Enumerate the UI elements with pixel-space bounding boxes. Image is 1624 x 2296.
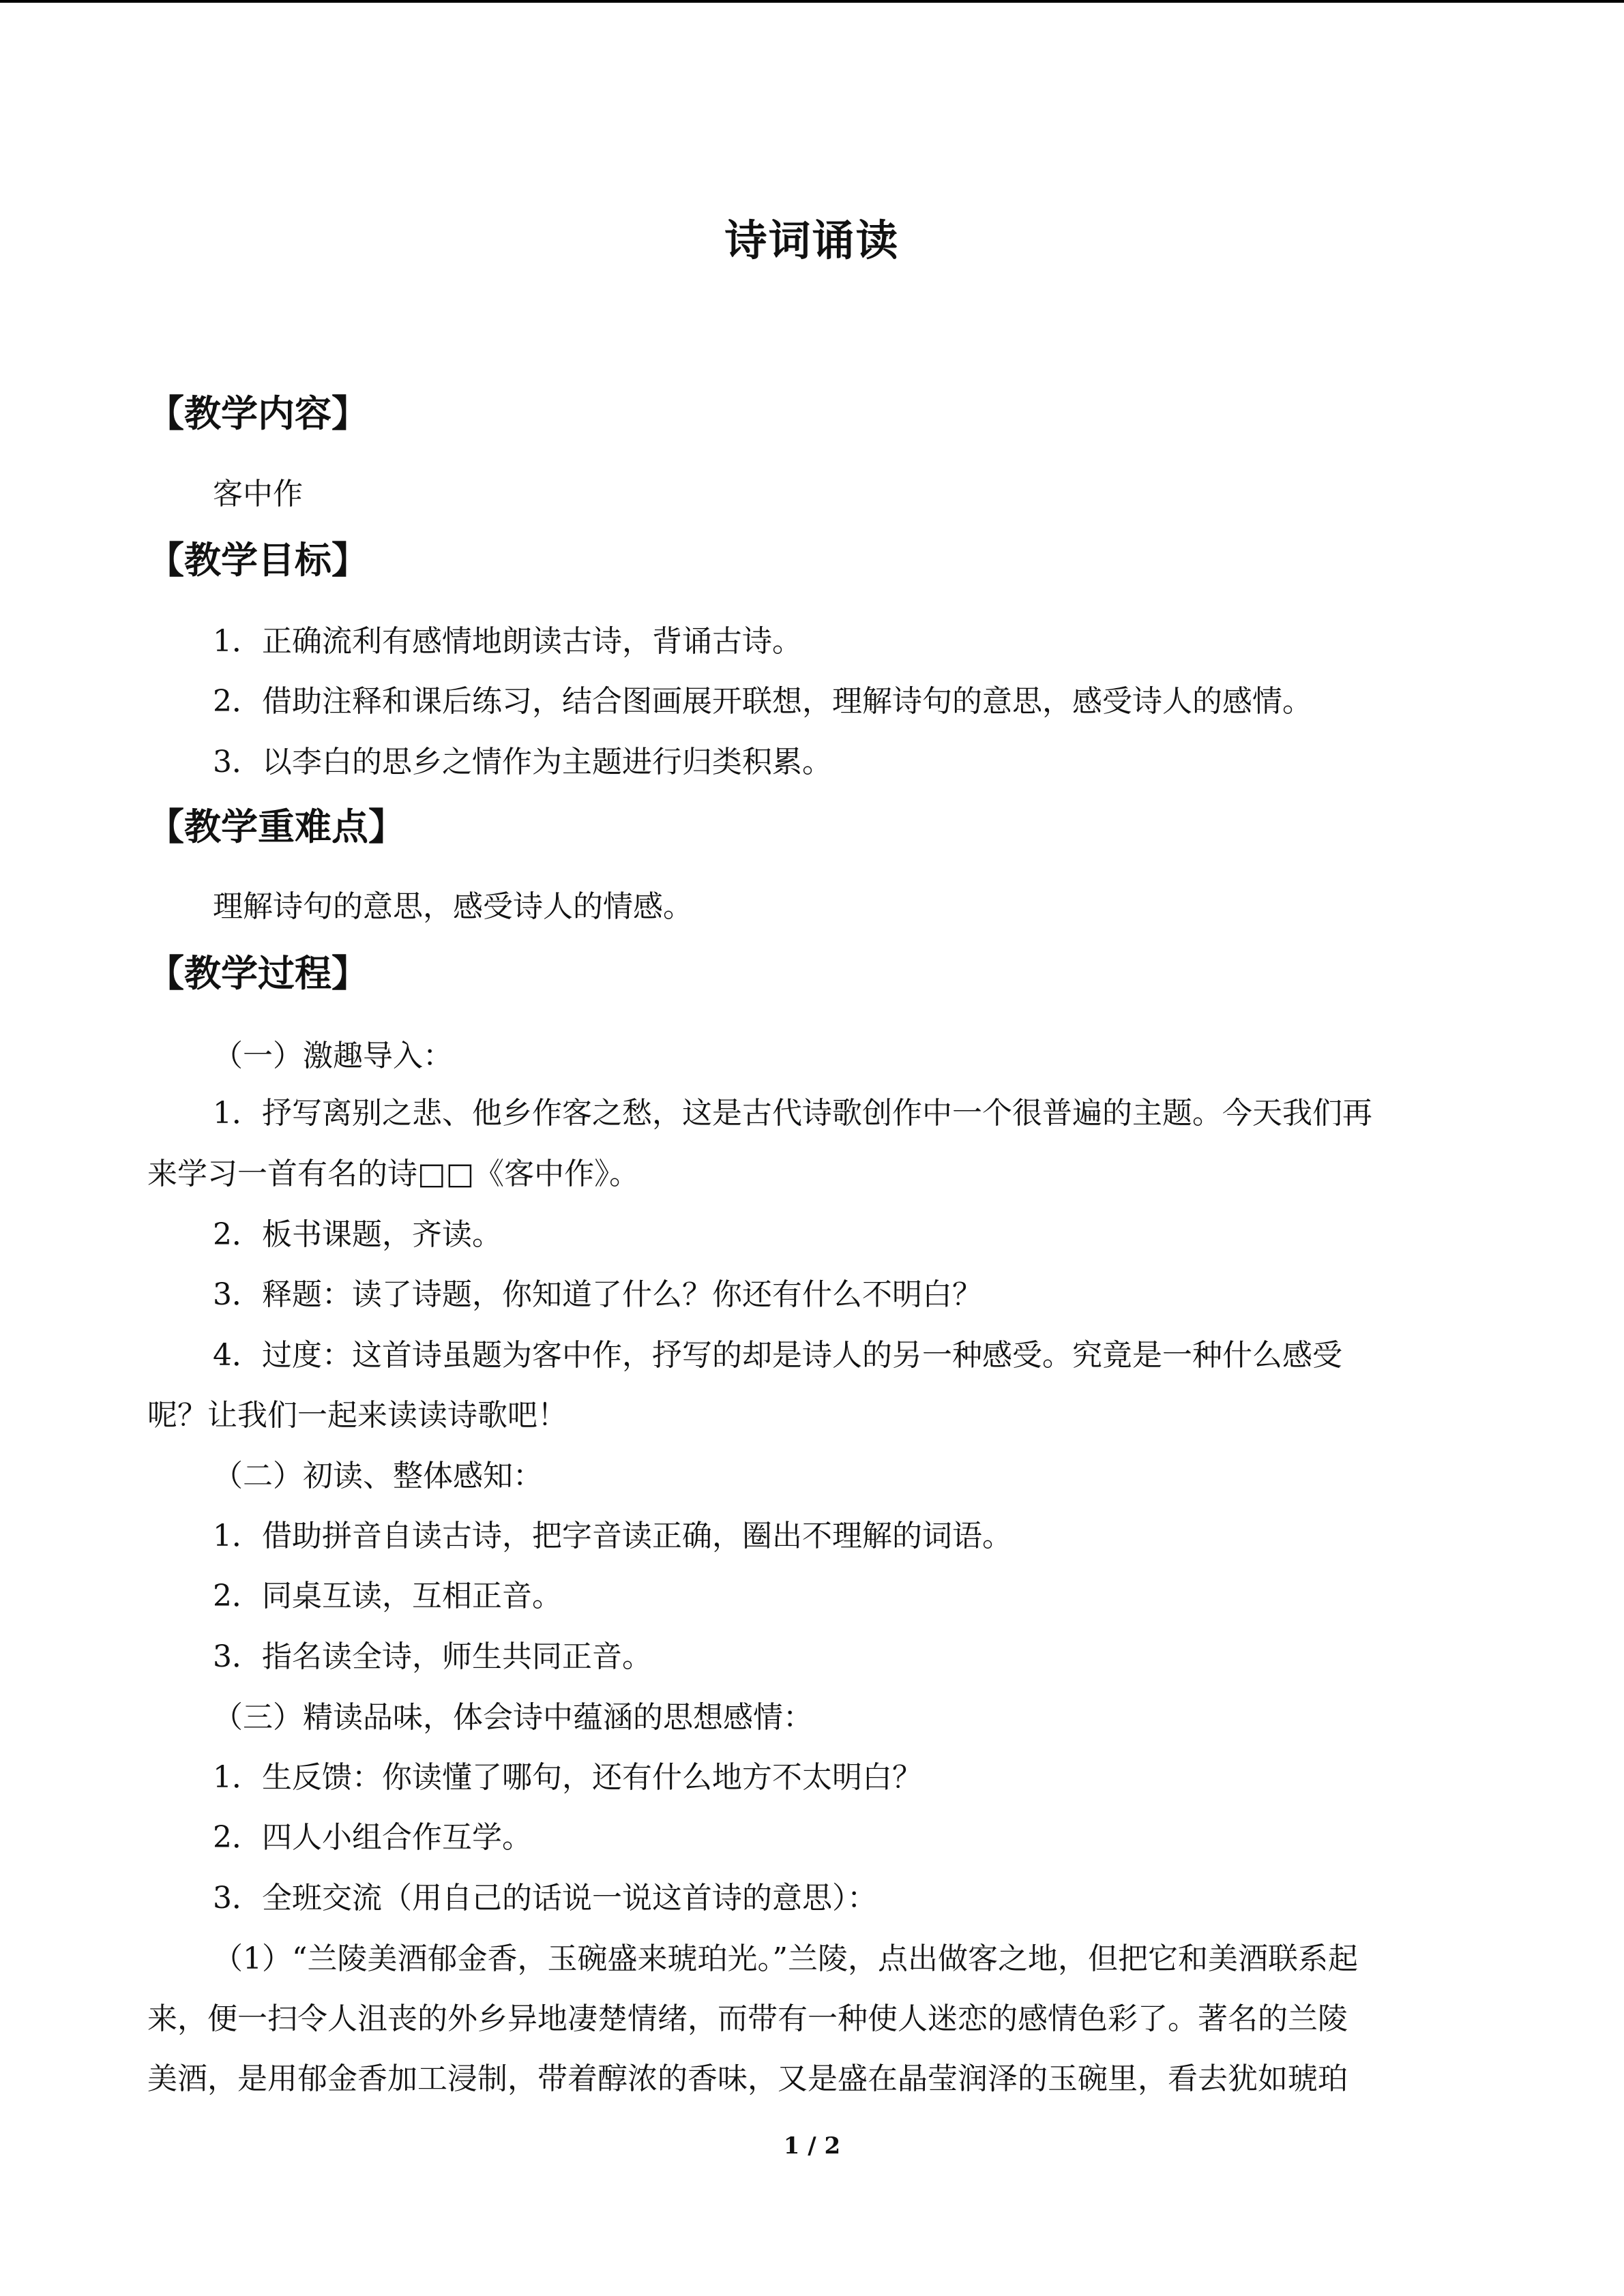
section-heading-teaching-content: 【教学内容】 [147, 391, 368, 435]
process-paragraph-line: 美酒，是用郁金香加工浸制，带着醇浓的香味，又是盛在晶莹润泽的玉碗里，看去犹如琥珀 [147, 2061, 1348, 2096]
goal-item: 2．借助注释和课后练习，结合图画展开联想，理解诗句的意思，感受诗人的感情。 [213, 684, 1312, 719]
process-paragraph-line: 2．同桌互读，互相正音。 [213, 1579, 562, 1613]
page-number: 1 / 2 [783, 2132, 841, 2160]
process-paragraph-line: 3．指名读全诗，师生共同正音。 [213, 1639, 652, 1674]
goal-item: 3．以李白的思乡之情作为主题进行归类积累。 [213, 745, 832, 779]
goal-item: 1．正确流利有感情地朗读古诗，背诵古诗。 [213, 624, 802, 659]
page-title: 诗词诵读 [724, 215, 900, 265]
process-paragraph-line: 2．板书课题，齐读。 [213, 1217, 502, 1252]
process-subheading: （三）精读品味，体会诗中蕴涵的思想感情： [213, 1700, 813, 1735]
teaching-content-text: 客中作 [213, 477, 303, 511]
process-paragraph-line: 1．抒写离别之悲、他乡作客之愁，这是古代诗歌创作中一个很普遍的主题。今天我们再 [213, 1096, 1372, 1131]
top-border-rule [0, 0, 1624, 3]
process-paragraph-line: 呢？让我们一起来读读诗歌吧！ [147, 1398, 567, 1433]
process-paragraph-line: （1）“兰陵美酒郁金香，玉碗盛来琥珀光。”兰陵，点出做客之地，但把它和美酒联系起 [213, 1941, 1358, 1976]
process-paragraph-line: 来学习一首有名的诗□□《客中作》。 [147, 1157, 640, 1191]
section-heading-teaching-goals: 【教学目标】 [147, 538, 368, 582]
process-subheading: （一）激趣导入： [213, 1039, 453, 1073]
process-paragraph-line: 1．借助拼音自读古诗，把字音读正确，圈出不理解的词语。 [213, 1519, 1012, 1553]
key-points-text: 理解诗句的意思，感受诗人的情感。 [213, 889, 693, 924]
process-paragraph-line: 3．释题：读了诗题，你知道了什么？你还有什么不明白？ [213, 1277, 982, 1312]
process-paragraph-line: 4．过度：这首诗虽题为客中作，抒写的却是诗人的另一种感受。究竟是一种什么感受 [213, 1338, 1342, 1373]
process-paragraph-line: 2．四人小组合作互学。 [213, 1820, 532, 1855]
process-paragraph-line: 1．生反馈：你读懂了哪句，还有什么地方不太明白？ [213, 1760, 922, 1795]
process-subheading: （二）初读、整体感知： [213, 1459, 543, 1493]
process-paragraph-line: 3．全班交流（用自己的话说一说这首诗的意思）： [213, 1881, 877, 1915]
section-heading-teaching-process: 【教学过程】 [147, 951, 368, 995]
process-paragraph-line: 来，便一扫令人沮丧的外乡异地凄楚情绪，而带有一种使人迷恋的感情色彩了。著名的兰陵 [147, 2001, 1348, 2036]
section-heading-key-points: 【教学重难点】 [147, 805, 405, 848]
